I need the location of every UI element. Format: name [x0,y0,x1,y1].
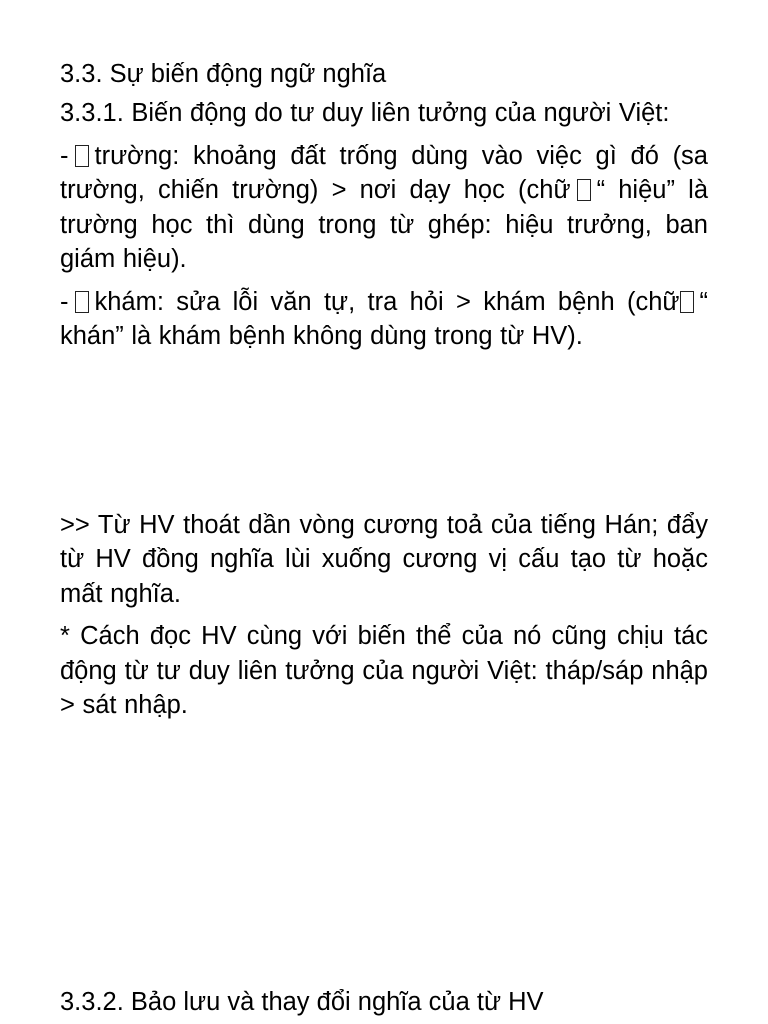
item-dash: - [60,141,69,170]
list-item-kham [60,285,708,354]
item-text-b: “ khán” là khám bệnh không dùng trong từ HV). [60,287,708,350]
item-text-a: khám: sửa lỗi văn tự, tra hỏi > khám bệnh (chữ [94,287,680,316]
subsection-title: 3.3.1. Biến động do tư duy liên tưởng của người Việt: [60,99,670,127]
blank-space [60,362,708,508]
missing-glyph-box-icon [75,291,89,313]
missing-glyph-box-icon [577,179,591,201]
item-text-b: “ hiệu” là trường học thì dùng trong từ ghép: hiệu trưởng, ban giám hiệu). [60,176,708,273]
conclusion-paragraph: >> Từ HV thoát dần vòng cương toả của tiếng Hán; đẩy từ HV đồng nghĩa lùi xuống cương vị cấu tạo từ hoặc mất nghĩa. [60,510,708,608]
item-text-a: trường: khoảng đất trống dùng vào việc gì đó (sa trường, chiến trường) > nơi dạy học (chữ [60,141,708,204]
document-page [60,56,708,731]
missing-glyph-box-icon [75,145,89,167]
missing-glyph-box-icon [680,291,694,313]
list-item-truong [60,139,708,277]
section-title: 3.3. Sự biến động ngữ nghĩa [60,60,387,88]
item-dash: - [60,287,69,316]
subsection-2-title: 3.3.2. Bảo lưu và thay đổi nghĩa của từ HV [60,988,544,1016]
note-paragraph: * Cách đọc HV cùng với biến thể của nó cũng chịu tác động từ tư duy liên tưởng của người Việt: tháp/sáp nhập > sát nhập. [60,622,708,719]
